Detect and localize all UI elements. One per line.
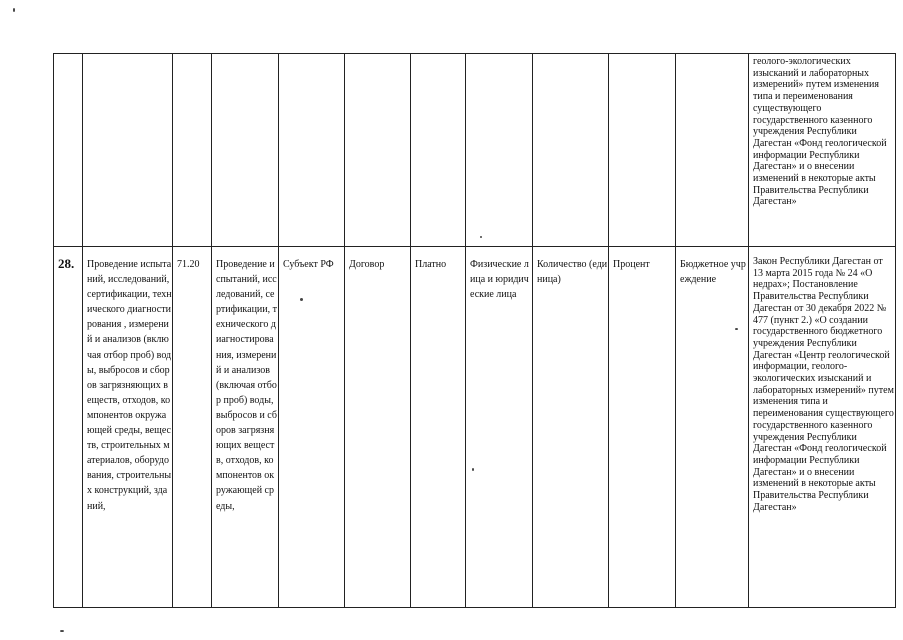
legal-basis-cell (749, 54, 896, 247)
payment-cell (411, 54, 466, 247)
level-cell (279, 54, 345, 247)
indicator-cell (533, 54, 609, 247)
payment-cell (411, 247, 466, 608)
legal-basis-text: Закон Республики Дагестан от 13 марта 2015 года № 24 «О недрах»; Постановление Правительства Республики Дагестан от 30 декабря 2022 № 477 (пункт 2.) «О создании государственного бюджетного учреждения Республики Дагестан «Центр геологической информации, геолого-экологических изысканий и лабораторных измерений» путем изменения типа и переименования существующего государственного казенного учреждения Республики Дагестан «Фонд геологической информации Республики Дагестан» и о внесении изменений в некоторые акты Правительства Республики Дагестан» (753, 256, 894, 513)
legal-basis-cell (749, 247, 896, 608)
services-table (53, 53, 896, 608)
scan-speck (735, 328, 738, 330)
number-cell (54, 247, 83, 608)
service-name-cell (83, 247, 173, 608)
consumers-text: Физические лица и юридические лица (470, 259, 529, 301)
scan-speck (60, 630, 64, 632)
consumers-cell (466, 247, 533, 608)
okved-code-cell (173, 54, 212, 247)
indicator-text: Количество (единица) (537, 259, 608, 286)
scan-speck (480, 236, 482, 238)
okved-name-cell (212, 54, 279, 247)
basis-cell (345, 247, 411, 608)
basis-text: Договор (349, 259, 385, 270)
service-name-cell (83, 54, 173, 247)
row-number: 28. (58, 256, 75, 271)
okved-code-text: 71.20 (177, 259, 200, 270)
table-row (54, 247, 896, 608)
number-cell (54, 54, 83, 247)
okved-code-cell (173, 247, 212, 608)
service-name-text: Проведение испытаний, исследований, сертификации, технического диагностирования , измерений и анализов (включая отбор проб) воды, выбросов и сборов загрязняющих веществ, отходов, компонентов окружающей среды, веществ, строительных материалов, оборудования, строительных конструкций, зданий, (87, 259, 172, 512)
okved-name-cell (212, 247, 279, 608)
provider-type-cell (676, 247, 749, 608)
consumers-cell (466, 54, 533, 247)
okved-name-text: Проведение испытаний, исследований, сертификации, технического диагностирования, измерений и анализов (включая отбор проб) воды, выбросов и сборов загрязняющих веществ, отходов, компонентов окружающей среды, (216, 259, 277, 512)
level-text: Субъект РФ (283, 259, 334, 270)
provider-type-cell (676, 54, 749, 247)
unit-cell (609, 247, 676, 608)
level-cell (279, 247, 345, 608)
unit-text: Процент (613, 259, 650, 270)
payment-text: Платно (415, 259, 447, 270)
table-row (54, 54, 896, 247)
indicator-cell (533, 247, 609, 608)
provider-type-text: Бюджетное учреждение (680, 259, 746, 286)
scan-speck (13, 8, 15, 12)
scan-speck (472, 468, 474, 471)
basis-cell (345, 54, 411, 247)
unit-cell (609, 54, 676, 247)
legal-basis-text: геолого-экологических изысканий и лабораторных измерений» путем изменения типа и переименования существующего государственного казенного учреждения Республики Дагестан «Фонд геологической информации Республики Дагестан» и о внесении изменений в некоторые акты Правительства Республики Дагестан» (753, 56, 887, 208)
scan-speck (300, 298, 303, 301)
